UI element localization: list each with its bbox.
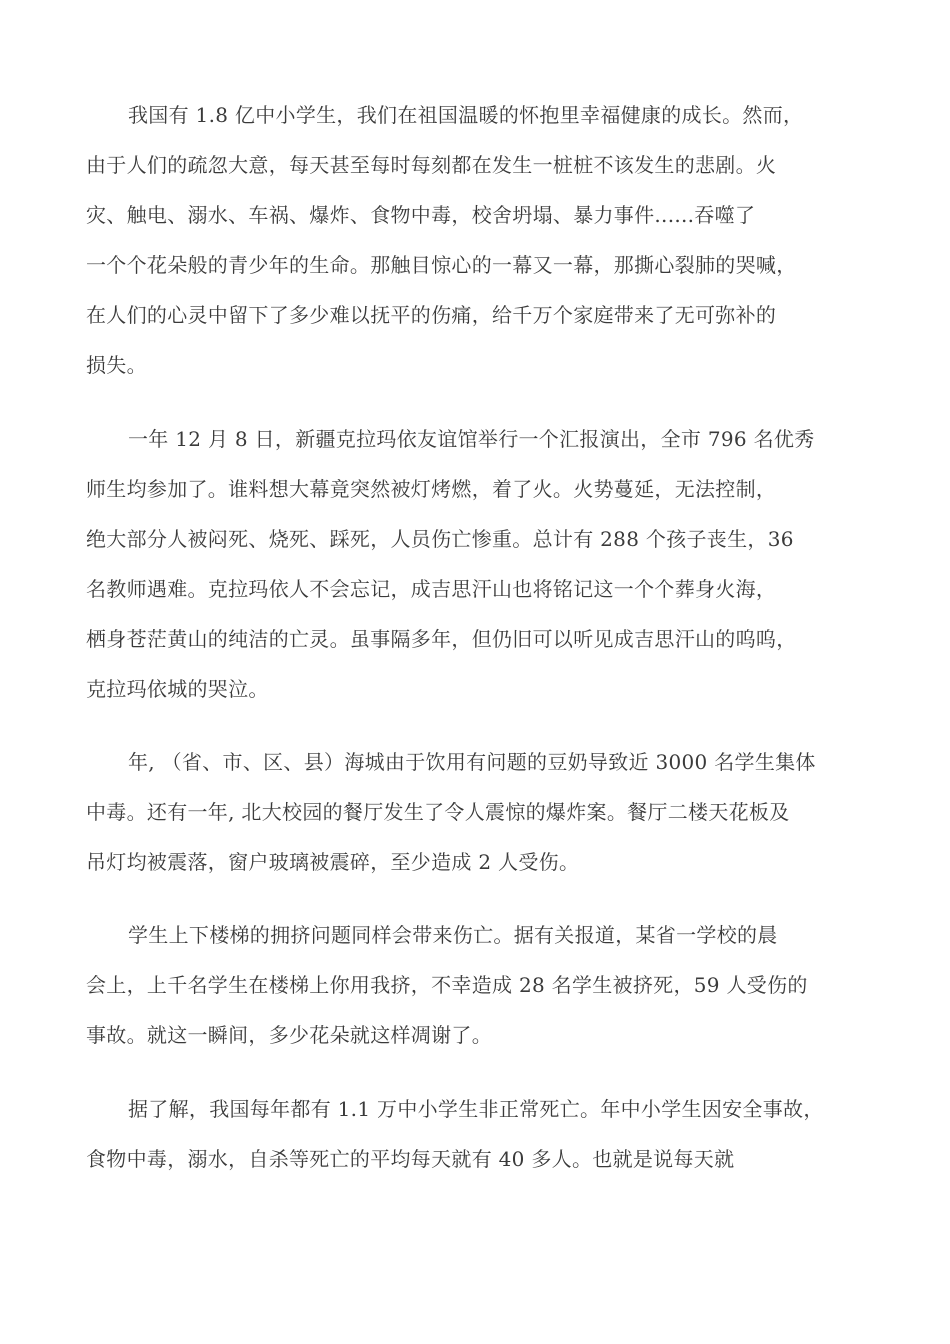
text-line: 年, （省、市、区、县）海城由于饮用有问题的豆奶导致近 3000 名学生集体: [128, 750, 816, 774]
text-line: 食物中毒，溺水，自杀等死亡的平均每天就有 40 多人。也就是说每天就: [86, 1147, 735, 1171]
text-line: 栖身苍茫黄山的纯洁的亡灵。虽事隔多年，但仍旧可以听见成吉思汗山的呜呜，: [86, 627, 797, 651]
text-line: 一个个花朵般的青少年的生命。那触目惊心的一幕又一幕，那撕心裂肺的哭喊，: [86, 253, 797, 277]
text-line: 中毒。还有一年, 北大校园的餐厅发生了令人震惊的爆炸案。餐厅二楼天花板及: [86, 800, 790, 824]
paragraph-4: [86, 910, 876, 1060]
text-line: 绝大部分人被闷死、烧死、踩死，人员伤亡惨重。总计有 288 个孩子丧生，36: [86, 527, 794, 551]
paragraph-3: [86, 737, 876, 887]
text-line: 在人们的心灵中留下了多少难以抚平的伤痛，给千万个家庭带来了无可弥补的: [86, 303, 777, 327]
paragraph-5: [86, 1084, 876, 1184]
text-line: 一年 12 月 8 日，新疆克拉玛依友谊馆举行一个汇报演出，全市 796 名优秀: [128, 427, 815, 451]
text-line: 据了解，我国每年都有 1.1 万中小学生非正常死亡。年中小学生因安全事故，: [128, 1097, 824, 1121]
text-line: 事故。就这一瞬间，多少花朵就这样凋谢了。: [86, 1023, 492, 1047]
text-line: 学生上下楼梯的拥挤问题同样会带来伤亡。据有关报道，某省一学校的晨: [128, 923, 778, 947]
text-line: 名教师遇难。克拉玛依人不会忘记，成吉思汗山也将铭记这一个个葬身火海，: [86, 577, 777, 601]
text-line: 吊灯均被震落，窗户玻璃被震碎，至少造成 2 人受伤。: [86, 850, 580, 874]
text-line: 我国有 1.8 亿中小学生，我们在祖国温暖的怀抱里幸福健康的成长。然而，: [128, 103, 804, 127]
text-line: 会上，上千名学生在楼梯上你用我挤，不幸造成 28 名学生被挤死，59 人受伤的: [86, 973, 808, 997]
text-line: 由于人们的疏忽大意，每天甚至每时每刻都在发生一桩桩不该发生的悲剧。火: [86, 153, 777, 177]
text-line: 克拉玛依城的哭泣。: [86, 677, 269, 701]
text-line: 灾、触电、溺水、车祸、爆炸、食物中毒，校舍坍塌、暴力事件......吞噬了: [86, 203, 756, 227]
paragraph-2: [86, 414, 876, 714]
text-line: 损失。: [86, 353, 147, 377]
text-line: 师生均参加了。谁料想大幕竟突然被灯烤燃，着了火。火势蔓延，无法控制，: [86, 477, 777, 501]
paragraph-1: [86, 90, 876, 390]
